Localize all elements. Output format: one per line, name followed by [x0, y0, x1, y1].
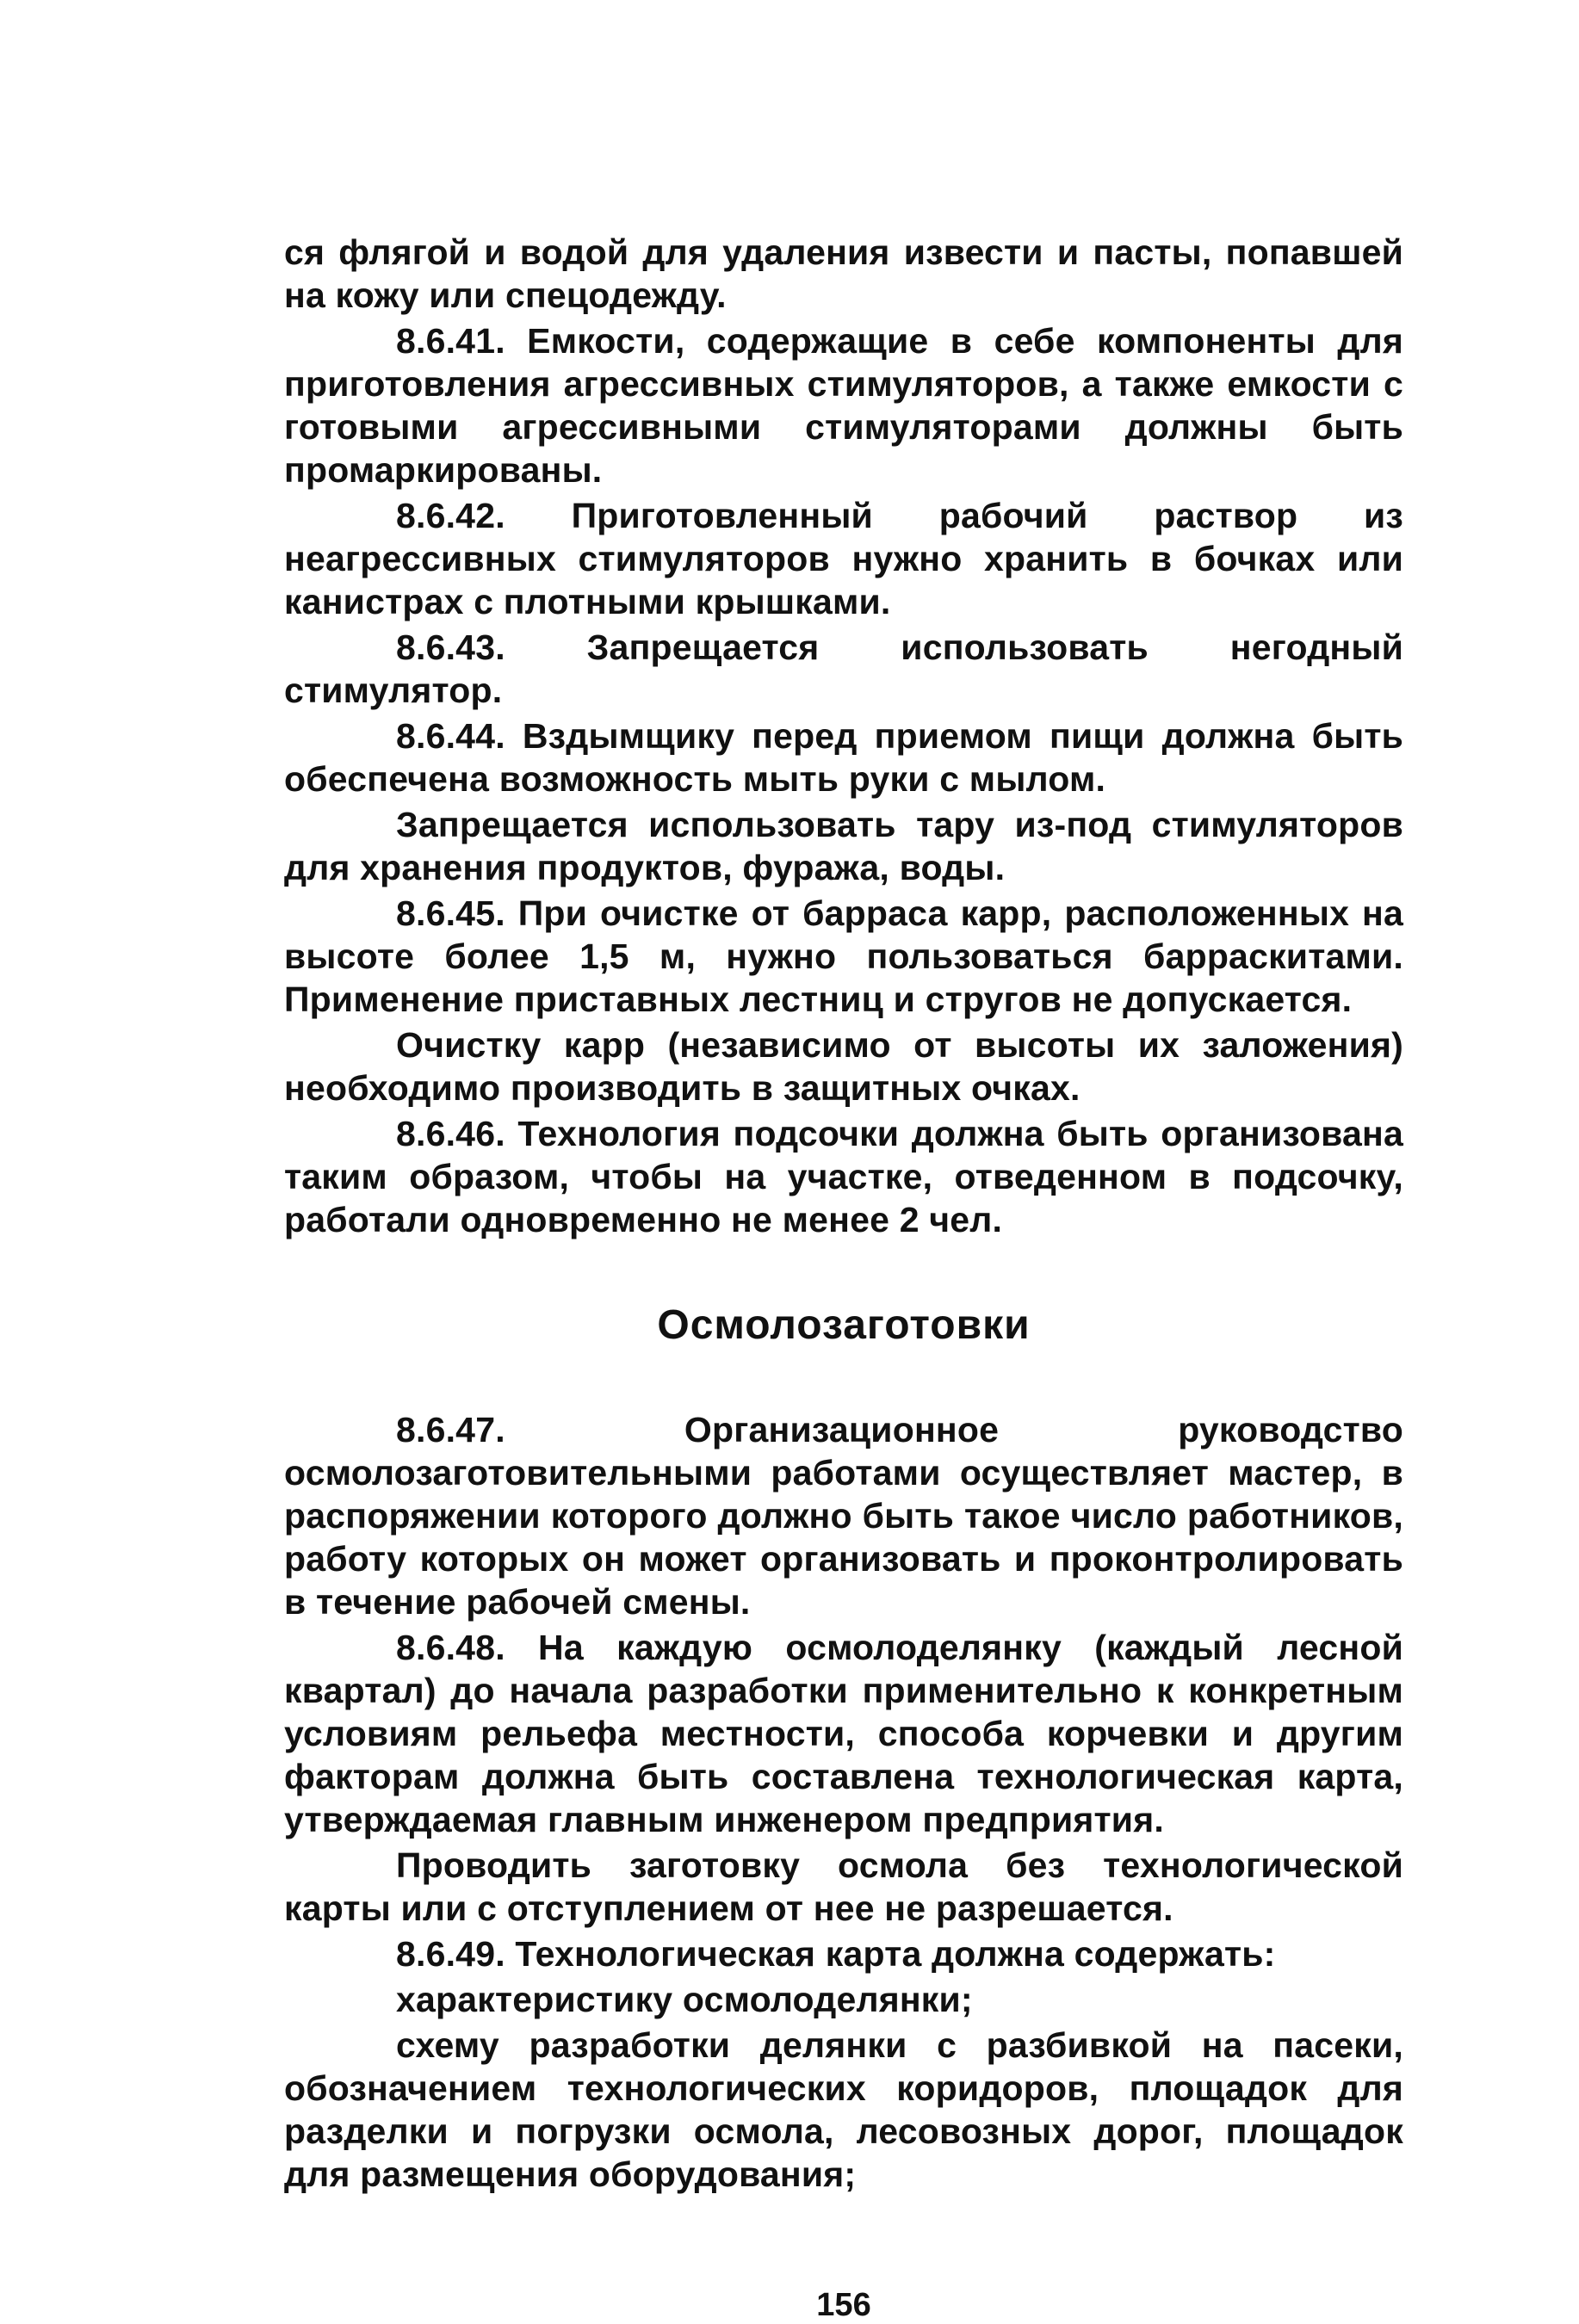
section-title: Осмолозаготовки — [657, 1302, 1031, 1348]
paragraph-8-6-43: 8.6.43. Запрещается использовать негодный стимулятор. — [284, 627, 1403, 710]
paragraph-continuation: ся флягой и водой для удаления извести и пасты, попавшей на кожу или спецодежду. — [284, 232, 1403, 315]
paragraph-8-6-42: 8.6.42. Приготовленный рабочий раствор из неагрессивных стимуляторов нужно хранить в бочках или канистрах с плотными крышками. — [284, 496, 1403, 621]
paragraph-8-6-48: 8.6.48. На каждую осмолоделянку (каждый лесной квартал) до начала разработки применительно к конкретным условиям рельефа местности, способа корчевки и другим факторам должна быть составлена технологическая карта, утверждаемая главным инженером предприятия. — [284, 1628, 1403, 1839]
page-number: 156 — [816, 2287, 871, 2323]
list-item-characteristic: характеристику осмолоделянки; — [396, 1980, 973, 2019]
document-page — [284, 231, 1403, 2323]
paragraph-8-6-44-note: Запрещается использовать тару из-под стимуляторов для хранения продуктов, фуража, воды. — [284, 805, 1403, 887]
paragraph-8-6-41: 8.6.41. Емкости, содержащие в себе компоненты для приготовления агрессивных стимуляторов, а также емкости с готовыми агрессивными стимуляторами должны быть промаркированы. — [284, 321, 1403, 490]
paragraph-8-6-49: 8.6.49. Технологическая карта должна содержать: — [396, 1934, 1276, 1974]
paragraph-8-6-45: 8.6.45. При очистке от барраса карр, расположенных на высоте более 1,5 м, нужно пользоваться барраскитами. Применение приставных лестниц и стругов не допускается. — [284, 893, 1403, 1019]
list-item-scheme: схему разработки делянки с разбивкой на пасеки, обозначением технологических коридоров, площадок для разделки и погрузки осмола, лесовозных дорог, площадок для размещения оборудования; — [284, 2025, 1403, 2194]
paragraph-8-6-47: 8.6.47. Организационное руководство осмолозаготовительными работами осуществляет мастер, в распоряжении которого должно быть такое число работников, работу которых он может организовать и проконтролировать в течение рабочей смены. — [284, 1410, 1403, 1622]
paragraph-8-6-45-note: Очистку карр (независимо от высоты их заложения) необходимо производить в защитных очках. — [284, 1025, 1403, 1108]
paragraph-8-6-44: 8.6.44. Вздымщику перед приемом пищи должна быть обеспечена возможность мыть руки с мылом. — [284, 716, 1403, 799]
paragraph-8-6-48-note: Проводить заготовку осмола без технологической карты или с отступлением от нее не разрешается. — [284, 1845, 1403, 1928]
paragraph-8-6-46: 8.6.46. Технология подсочки должна быть организована таким образом, чтобы на участке, отведенном в подсочку, работали одновременно не менее 2 чел. — [284, 1114, 1403, 1239]
